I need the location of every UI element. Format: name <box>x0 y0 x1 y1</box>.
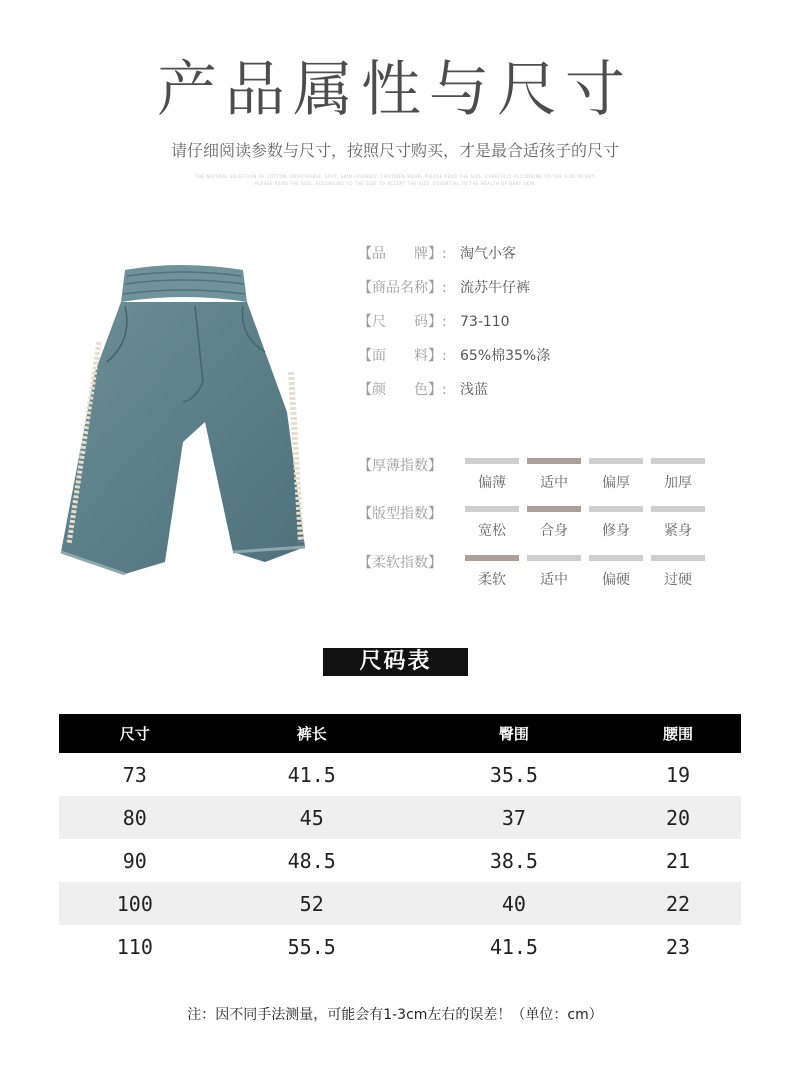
attr-label: 【品 牌】: <box>358 246 447 262</box>
level-text: 偏薄 <box>478 475 506 491</box>
level-bar <box>651 458 705 464</box>
level-bar <box>465 555 519 561</box>
table-row <box>59 753 741 796</box>
level-text: 紧身 <box>664 523 692 539</box>
softness-option <box>589 555 643 590</box>
table-row <box>59 839 741 882</box>
table-cell: 73 <box>122 762 147 787</box>
table-cell: 37 <box>413 796 615 839</box>
attr-label: 【商品名称】: <box>358 280 447 296</box>
attr-label: 【尺 码】: <box>358 314 447 330</box>
level-bar <box>589 555 643 561</box>
attr-label: 【面 料】: <box>358 348 447 364</box>
attr-value: 浅蓝 <box>460 382 488 398</box>
softness-option <box>651 555 705 590</box>
attr-value: 流苏牛仔裤 <box>460 280 530 296</box>
fit-option <box>465 506 519 541</box>
column-header: 臀围 <box>413 714 615 753</box>
table-cell: 23 <box>665 934 691 959</box>
column-header: 尺寸 <box>59 714 211 753</box>
table-cell: 21 <box>665 848 691 873</box>
page-title: 产品属性与尺寸 <box>157 55 633 125</box>
level-text: 柔软 <box>478 572 506 588</box>
attr-value: 73-110 <box>460 314 510 330</box>
softness-option <box>465 555 519 590</box>
table-cell: 41.5 <box>287 762 336 787</box>
attr-product-name <box>358 278 530 298</box>
thickness-option <box>589 458 643 493</box>
fineprint-line-2: PLEASE READ THE SIZE, ACCORDING TO THE SIZE TO ACCEPT THE SIZE, ESSENTIAL TO THE HEALTH OF BABY SKIN <box>255 181 535 186</box>
level-bar <box>651 506 705 512</box>
table-cell: 22 <box>615 882 741 925</box>
table-cell: 45 <box>211 796 413 839</box>
level-bar <box>527 506 581 512</box>
measurement-note: 注：因不同手法测量，可能会有1-3cm左右的误差！（单位：cm） <box>187 1007 603 1023</box>
table-cell: 35.5 <box>489 762 538 787</box>
table-cell: 41.5 <box>489 934 538 959</box>
level-text: 偏厚 <box>602 475 630 491</box>
level-bar <box>589 458 643 464</box>
table-cell: 38.5 <box>489 848 538 873</box>
table-header-row <box>59 714 741 753</box>
level-bar <box>589 506 643 512</box>
softness-option <box>527 555 581 590</box>
level-text: 修身 <box>602 523 630 539</box>
table-row <box>59 796 741 839</box>
table-row <box>59 882 741 925</box>
level-text: 适中 <box>540 475 568 491</box>
level-bar <box>465 458 519 464</box>
level-text: 过硬 <box>664 572 692 588</box>
attr-brand <box>358 244 516 264</box>
table-cell: 55.5 <box>287 934 336 959</box>
column-header: 腰围 <box>615 714 741 753</box>
thickness-option <box>527 458 581 493</box>
softness-index-label: 【柔软指数】 <box>358 555 442 571</box>
level-bar <box>527 555 581 561</box>
table-cell: 110 <box>116 934 153 959</box>
table-cell: 100 <box>59 882 211 925</box>
table-cell: 90 <box>122 848 147 873</box>
attr-value: 65%棉35%涤 <box>460 348 551 364</box>
attr-value: 淘气小客 <box>460 246 516 262</box>
attr-label: 【颜 色】: <box>358 382 447 398</box>
attr-fabric <box>358 346 550 366</box>
attr-color <box>358 380 488 400</box>
level-bar <box>651 555 705 561</box>
level-text: 合身 <box>540 523 568 539</box>
level-bar <box>527 458 581 464</box>
table-cell: 48.5 <box>287 848 336 873</box>
level-text: 适中 <box>540 572 568 588</box>
size-chart-title: 尺码表 <box>323 648 468 676</box>
thickness-index-label: 【厚薄指数】 <box>358 458 442 474</box>
fit-index-label: 【版型指数】 <box>358 506 442 522</box>
column-header: 裤长 <box>211 714 413 753</box>
level-bar <box>465 506 519 512</box>
table-cell: 40 <box>413 882 615 925</box>
attr-size <box>358 312 510 332</box>
table-cell: 80 <box>59 796 211 839</box>
table-row <box>59 925 741 968</box>
product-image-jeans <box>55 262 310 578</box>
fit-option <box>651 506 705 541</box>
level-text: 加厚 <box>664 475 692 491</box>
level-text: 宽松 <box>478 523 506 539</box>
table-cell: 20 <box>615 796 741 839</box>
fit-option <box>589 506 643 541</box>
table-cell: 19 <box>665 762 691 787</box>
thickness-option <box>465 458 519 493</box>
table-cell: 52 <box>211 882 413 925</box>
size-table <box>59 714 741 968</box>
thickness-option <box>651 458 705 493</box>
level-text: 偏硬 <box>602 572 630 588</box>
page-subtitle: 请仔细阅读参数与尺寸，按照尺寸购买，才是最合适孩子的尺寸 <box>170 141 619 160</box>
fineprint-line-1: THE NATURAL SELECTION OF COTTON, BREATHABLE, SOFT, SKIN-FRIENDLY, CHILDREN WEAR, PLEASE READ THE SIZE, CAREFULLY ACCORDING TO THE SIZE TO BUY <box>195 174 595 179</box>
fit-option <box>527 506 581 541</box>
